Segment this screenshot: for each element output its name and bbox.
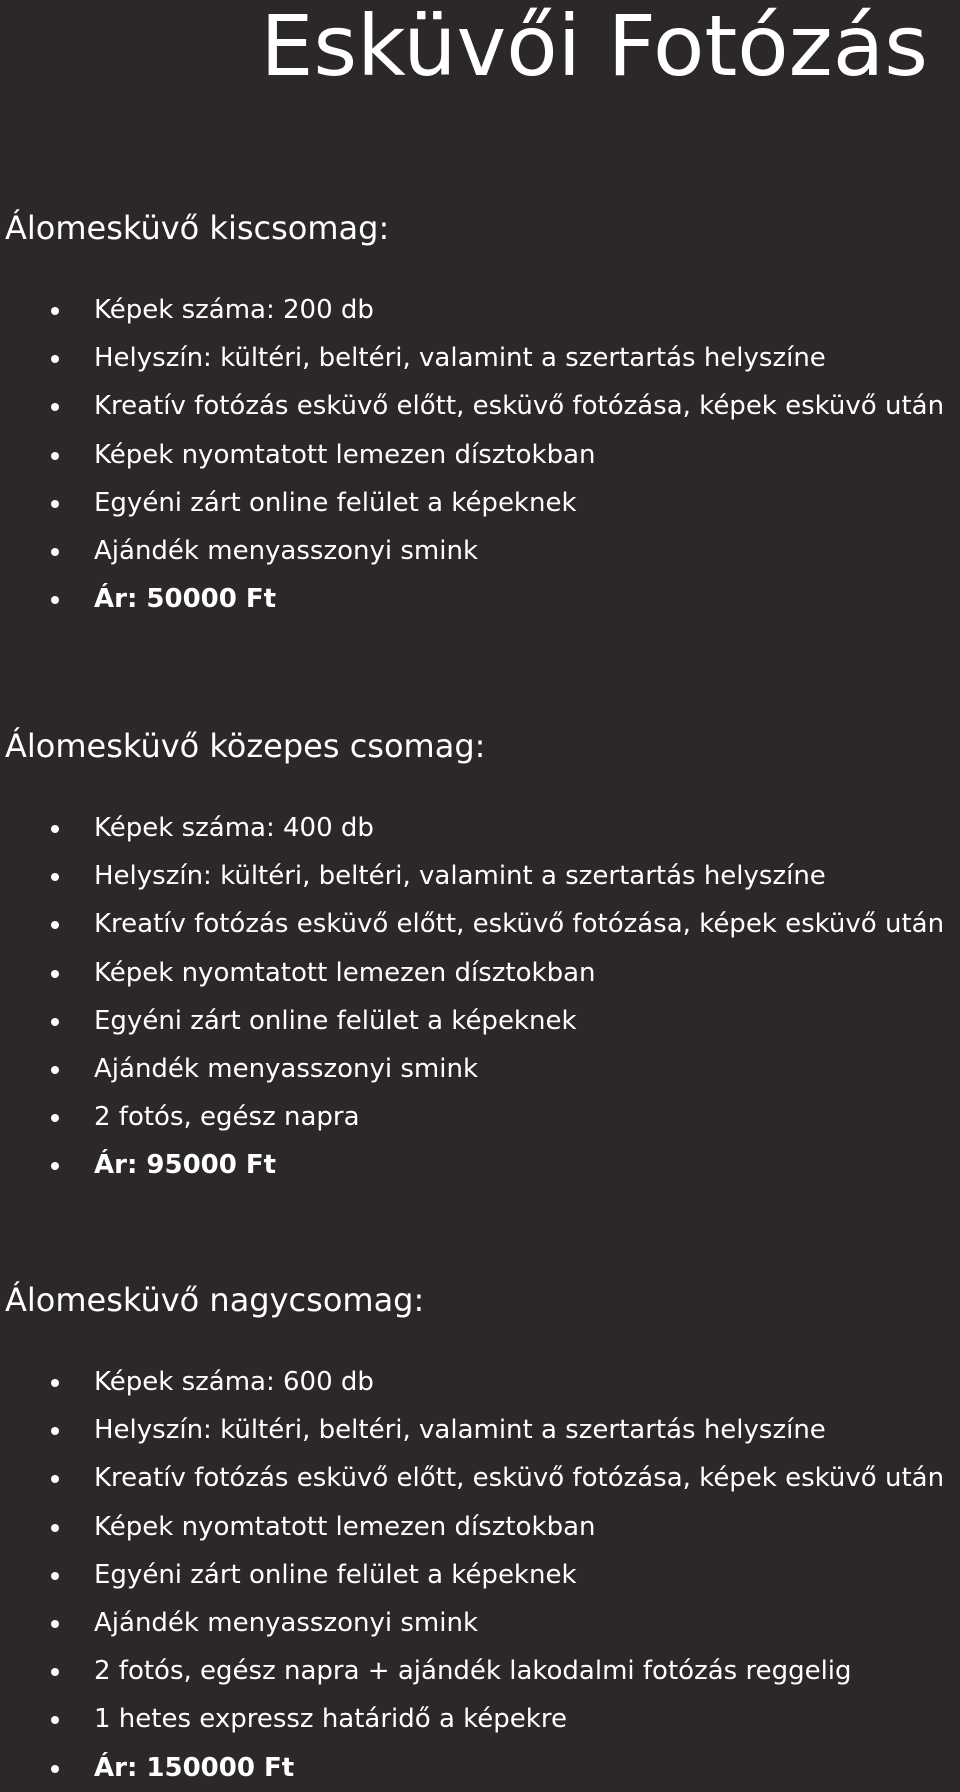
- feature-item: Képek száma: 600 db: [0, 1358, 944, 1406]
- feature-item: Egyéni zárt online felület a képeknek: [0, 479, 944, 527]
- feature-item: Ajándék menyasszonyi smink: [0, 527, 944, 575]
- feature-item: 2 fotós, egész napra + ajándék lakodalmi fotózás reggelig: [0, 1647, 944, 1695]
- feature-item: Egyéni zárt online felület a képeknek: [0, 997, 944, 1045]
- feature-item: Kreatív fotózás esküvő előtt, esküvő fotózása, képek esküvő után: [0, 1454, 944, 1502]
- feature-item: Kreatív fotózás esküvő előtt, esküvő fotózása, képek esküvő után: [0, 900, 944, 948]
- feature-item: Képek nyomtatott lemezen dísztokban: [0, 431, 944, 479]
- package-heading: Álomesküvő közepes csomag:: [5, 727, 486, 765]
- feature-item: Ajándék menyasszonyi smink: [0, 1045, 944, 1093]
- price-item: Ár: 150000 Ft: [0, 1744, 944, 1792]
- package-small: [0, 208, 960, 615]
- feature-item: Képek nyomtatott lemezen dísztokban: [0, 1503, 944, 1551]
- package-heading: Álomesküvő nagycsomag:: [5, 1281, 425, 1319]
- feature-item: Képek száma: 200 db: [0, 286, 944, 334]
- feature-item: 2 fotós, egész napra: [0, 1093, 944, 1141]
- package-heading: Álomesküvő kiscsomag:: [5, 209, 390, 247]
- feature-item: Helyszín: kültéri, beltéri, valamint a szertartás helyszíne: [0, 334, 944, 382]
- package-large: [0, 1280, 960, 1783]
- feature-item: Egyéni zárt online felület a képeknek: [0, 1551, 944, 1599]
- package-feature-list: [0, 1358, 944, 1792]
- feature-item: Ajándék menyasszonyi smink: [0, 1599, 944, 1647]
- package-medium: [0, 726, 960, 1181]
- price-item: Ár: 95000 Ft: [0, 1141, 944, 1189]
- page-title: Esküvői Fotózás: [260, 0, 928, 95]
- price-item: Ár: 50000 Ft: [0, 575, 944, 623]
- package-feature-list: [0, 286, 944, 623]
- feature-item: Képek nyomtatott lemezen dísztokban: [0, 949, 944, 997]
- package-feature-list: [0, 804, 944, 1190]
- feature-item: Helyszín: kültéri, beltéri, valamint a szertartás helyszíne: [0, 1406, 944, 1454]
- feature-item: Kreatív fotózás esküvő előtt, esküvő fotózása, képek esküvő után: [0, 382, 944, 430]
- feature-item: 1 hetes expressz határidő a képekre: [0, 1695, 944, 1743]
- feature-item: Képek száma: 400 db: [0, 804, 944, 852]
- feature-item: Helyszín: kültéri, beltéri, valamint a szertartás helyszíne: [0, 852, 944, 900]
